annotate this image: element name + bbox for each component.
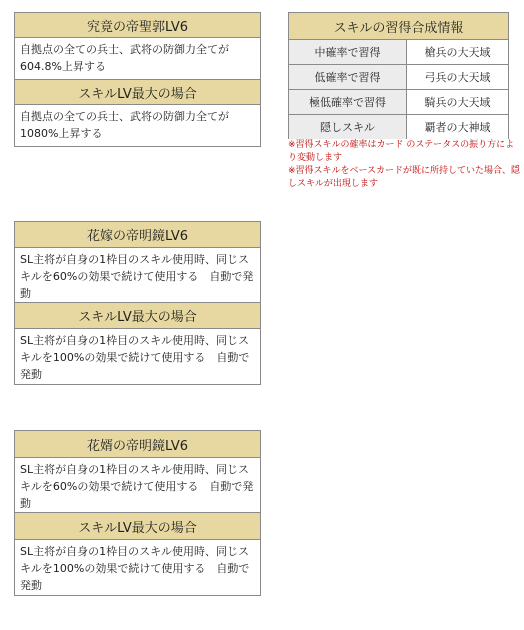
table-row [289,65,508,90]
note-text: ※習得スキルをベースカードが既に所持していた場合、隠しスキルが出現します [288,166,521,189]
skill-description: SL主将が自身の1枠目のスキル使用時、同じスキルを60%の効果で続けて使用する 自動で発動 [15,248,260,303]
skill-max-description: SL主将が自身の1枠目のスキル使用時、同じスキルを100%の効果で続けて使用する 自動で発動 [20,334,250,381]
skill-max-description: SL主将が自身の1枠目のスキル使用時、同じスキルを100%の効果で続けて使用する 自動で発動 [20,545,250,592]
table-row [289,40,508,65]
skill-max-description: 自拠点の全ての兵士、武将の防御力全てが1080%上昇する [20,110,229,140]
skill-max-title: スキルLV最大の場合 [15,303,260,329]
table-row [289,90,508,115]
skill-info-table [288,12,509,139]
skill-info-title: スキルの習得合成情報 [289,13,508,39]
row-label: 極低確率で習得 [289,90,407,115]
skill-card-1 [14,12,261,147]
skill-title: 花嫁の帝明鏡LV6 [15,222,260,248]
skill-description: SL主将が自身の1枠目のスキル使用時、同じスキルを60%の効果で続けて使用する 自動で発動 [15,458,260,513]
skill-description: 自拠点の全ての兵士、武将の防御力全てが604.8%上昇する [15,38,260,80]
table-row [289,115,508,140]
skill-info-rows [289,39,508,139]
skill-max-title: スキルLV最大の場合 [15,513,260,540]
skill-max-title: スキルLV最大の場合 [15,80,260,105]
row-value: 騎兵の大天域 [407,90,509,115]
note-text: ※習得スキルの確率はカード のステータスの振り方により変動します [288,140,515,163]
row-value: 槍兵の大天域 [407,40,509,65]
skill-title: 花婿の帝明鏡LV6 [15,431,260,458]
skill-card-2 [14,221,261,385]
row-label: 隠しスキル [289,115,407,140]
row-label: 低確率で習得 [289,65,407,90]
skill-card-3 [14,430,261,596]
skill-info-notes [288,139,520,191]
skill-title: 究竟の帝聖郭LV6 [15,13,260,38]
row-value: 弓兵の大天域 [407,65,509,90]
row-value: 覇者の大神域 [407,115,509,140]
row-label: 中確率で習得 [289,40,407,65]
